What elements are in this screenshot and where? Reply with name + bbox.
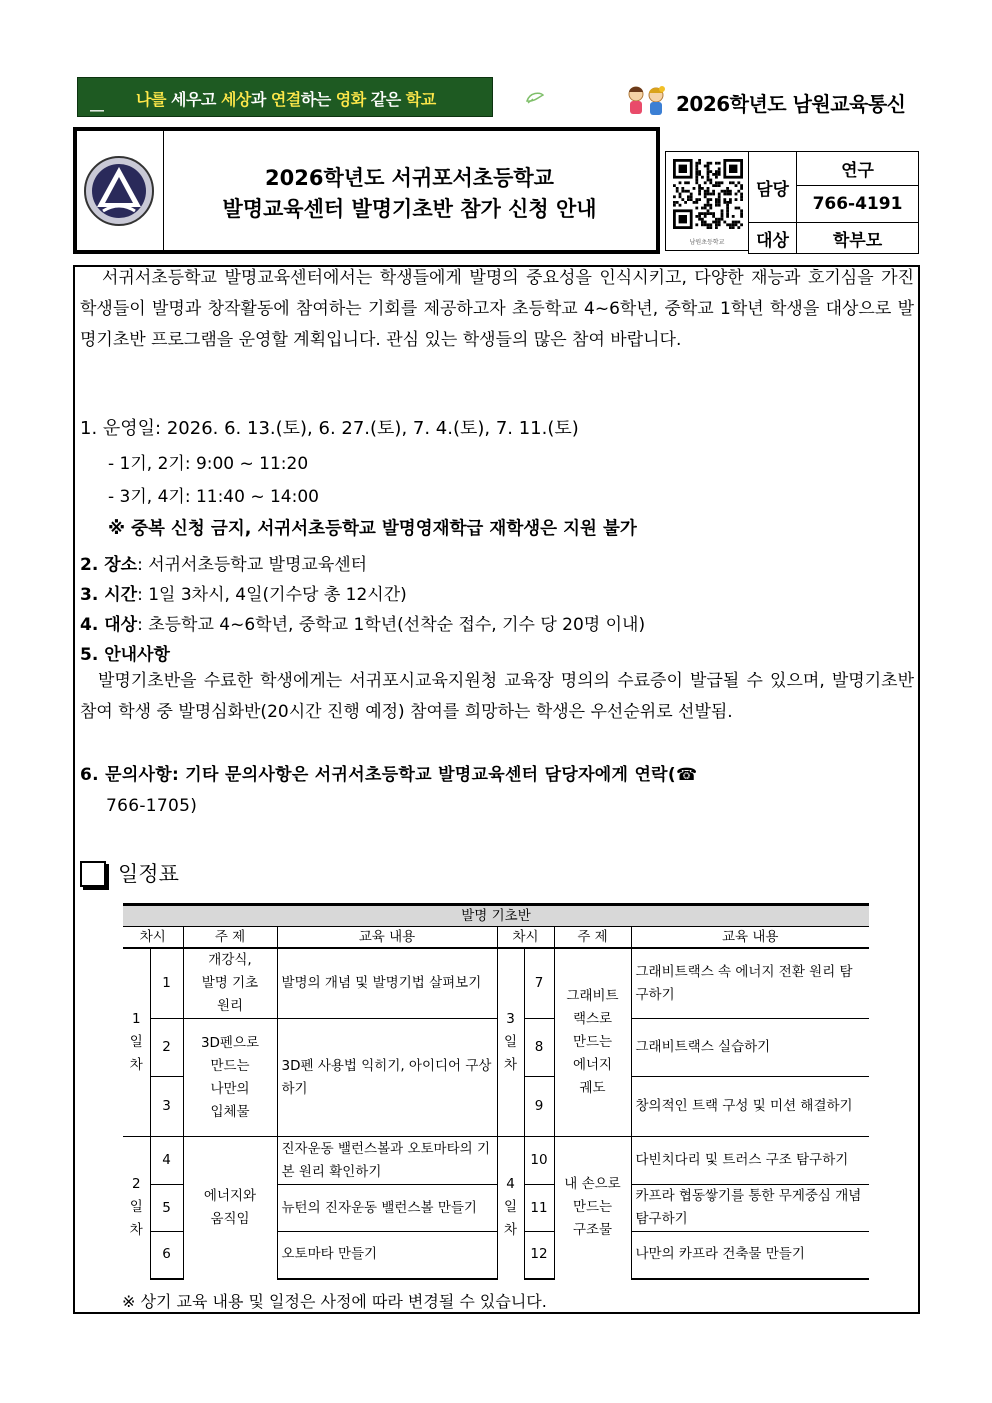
col-session-right: 차시 (497, 927, 554, 949)
session-11: 11 (524, 1185, 554, 1232)
label-charge: 담당 (749, 152, 797, 223)
session-6: 6 (150, 1232, 183, 1279)
section-1-note: ※ 중복 신청 금지, 서귀서초등학교 발명영재학급 재학생은 지원 불가 (108, 519, 637, 539)
session-8: 8 (524, 1019, 554, 1077)
table-title: 발명 기초반 (123, 905, 869, 927)
content-7: 그래비트랙스 속 에너지 전환 원리 탐구하기 (631, 948, 869, 1019)
schedule-heading: 일정표 (118, 862, 179, 886)
content-6: 오토마타 만들기 (277, 1232, 497, 1279)
qr-code-icon (673, 159, 743, 229)
motto-banner (77, 77, 493, 117)
topic-3: 에너지와 움직임 (183, 1137, 277, 1279)
session-12: 12 (524, 1232, 554, 1279)
content-8: 그래비트랙스 실습하기 (631, 1019, 869, 1077)
section-3-label: 3. 시간 (80, 585, 138, 605)
section-1-session-b: - 3기, 4기: 11:40 ~ 14:00 (108, 487, 319, 507)
content-9: 창의적인 트랙 구성 및 미션 해결하기 (631, 1077, 869, 1137)
children-icon (622, 84, 670, 124)
session-1: 1 (150, 948, 183, 1019)
section-6 (80, 760, 914, 822)
content-10: 다빈치다리 및 트러스 구조 탐구하기 (631, 1137, 869, 1185)
emblem-cell (77, 131, 164, 250)
section-3-text: : 1일 3차시, 4일(기수당 총 12시간) (137, 585, 407, 605)
day-3: 3일 차 (497, 948, 524, 1137)
session-4: 4 (150, 1137, 183, 1185)
checkbox-icon (80, 861, 106, 887)
section-4 (80, 610, 645, 635)
topic-1: 개강식, 발명 기초 원리 (183, 948, 277, 1019)
session-10: 10 (524, 1137, 554, 1185)
content-5: 뉴턴의 진자운동 밸런스볼 만들기 (277, 1185, 497, 1232)
schedule-footnote: ※ 상기 교육 내용 및 일정은 사정에 따라 변경될 수 있습니다. (122, 1292, 547, 1311)
session-2: 2 (150, 1019, 183, 1077)
col-session-left: 차시 (123, 927, 183, 949)
session-9: 9 (524, 1077, 554, 1137)
section-4-label: 4. 대상 (80, 615, 138, 635)
col-topic-right: 주 제 (554, 927, 631, 949)
section-1-dates: 1. 운영일: 2026. 6. 13.(토), 6. 27.(토), 7. 4.(토), 7. 11.(토) (80, 418, 579, 439)
leaf-icon (526, 90, 544, 109)
title-line-1: 2026학년도 서귀포서초등학교 (265, 166, 554, 190)
day-4: 4일 차 (497, 1137, 524, 1279)
banner-motto: 나를 세우고 세상과 연결하는 영화 같은 학교 (136, 90, 436, 109)
school-emblem-icon (77, 131, 163, 250)
schedule-table (123, 903, 869, 1280)
col-content-right: 교육 내용 (631, 927, 869, 949)
col-content-left: 교육 내용 (277, 927, 497, 949)
section-6-line-2: 766-1705) (106, 796, 198, 816)
title-line-2: 발명교육센터 발명기초반 참가 신청 안내 (222, 197, 597, 221)
content-4: 진자운동 밸런스볼과 오토마타의 기본 원리 확인하기 (277, 1137, 497, 1185)
day-1: 1일 차 (123, 948, 150, 1137)
topic-2: 3D펜으로 만드는 나만의 입체물 (183, 1019, 277, 1137)
content-12: 나만의 카프라 건축물 만들기 (631, 1232, 869, 1279)
section-3 (80, 580, 407, 605)
section-2-label: 2. 장소 (80, 555, 138, 575)
col-topic-left: 주 제 (183, 927, 277, 949)
topic-4: 그래비트 랙스로 만드는 에너지 궤도 (554, 948, 631, 1137)
qr-caption: 남원초등학교 (689, 239, 725, 246)
qr-code-box (665, 151, 749, 251)
section-1-session-a: - 1기, 2기: 9:00 ~ 11:20 (108, 454, 309, 474)
contact-table (748, 151, 919, 254)
session-3: 3 (150, 1077, 183, 1137)
content-2-3: 3D펜 사용법 익히기, 아이디어 구상하기 (277, 1019, 497, 1137)
content-11: 카프라 협동쌓기를 통한 무게중심 개념 탐구하기 (631, 1185, 869, 1232)
intro-paragraph: 서귀서초등학교 발명교육센터에서는 학생들에게 발명의 중요성을 인식시키고, 다양한 재능과 호기심을 가진 학생들이 발명과 창작활동에 참여하는 기회를 제공하고자 초등학교 4~6학년, 중학교 1학년 학생을 대상으로 발명기초반 프로그램을 운영할 계획입니다. 관심 있는 학생들의 많은 참여 바랍니다. (80, 268, 914, 350)
newsletter-title: 2026학년도 남원교육통신 (676, 92, 906, 116)
dept-value: 연구 (797, 152, 919, 186)
day-2: 2일 차 (123, 1137, 150, 1279)
content-1: 발명의 개념 및 발명기법 살펴보기 (277, 948, 497, 1019)
phone-value: 766-4191 (797, 186, 919, 223)
session-7: 7 (524, 948, 554, 1019)
topic-5: 내 손으로 만드는 구조물 (554, 1137, 631, 1279)
section-5-label: 5. 안내사항 (80, 645, 170, 665)
section-5-text: 발명기초반을 수료한 학생에게는 서귀포시교육지원청 교육장 명의의 수료증이 발급될 수 있으며, 발명기초반 참여 학생 중 발명심화반(20시간 진행 예정) 참여를 희망하는 학생은 우선순위로 선발됨. (80, 671, 914, 722)
section-2-text: : 서귀서초등학교 발명교육센터 (137, 555, 368, 575)
document-title (163, 163, 656, 225)
target-value: 학부모 (797, 223, 919, 254)
label-target: 대상 (749, 223, 797, 254)
section-4-text: : 초등학교 4~6학년, 중학교 1학년(선착순 접수, 기수 당 20명 이내) (137, 615, 646, 635)
banner-dash: __ (90, 96, 104, 112)
title-box (73, 127, 660, 254)
section-2 (80, 550, 367, 575)
section-6-line-1: 6. 문의사항: 기타 문의사항은 서귀서초등학교 발명교육센터 담당자에게 연락(☎ (80, 765, 698, 785)
session-5: 5 (150, 1185, 183, 1232)
